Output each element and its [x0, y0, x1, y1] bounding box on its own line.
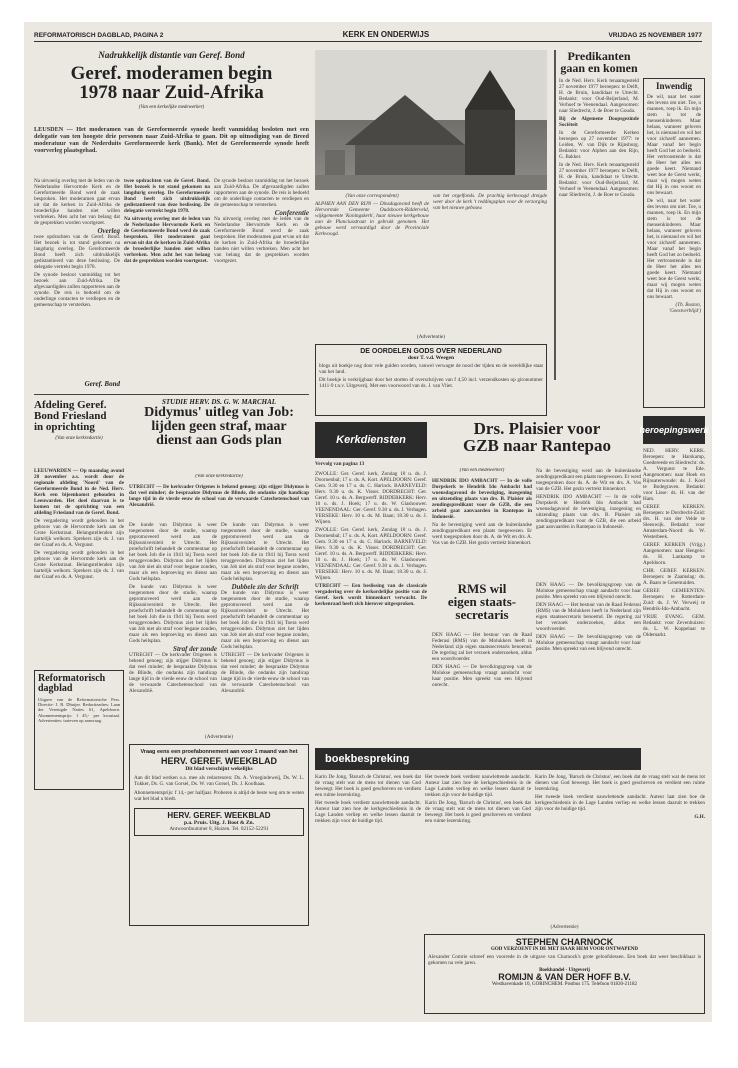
- rms-text-b: DEN HAAG — De bevolkingsgroep van de Molukse gemeenschap vraagt aandacht voor haar positie. Men spreekt van een blijvend onrecht.: [432, 664, 532, 688]
- plaisier-headline-2: GZB naar Rantepao: [463, 436, 611, 455]
- didymus-body-2b: De kunde van Didymus is weer toegenomen door de studie, waarop gepromoveerd werd aan de Rijksuniversiteit te Utrecht. Het proefschrift behandelt de commentaar op het boek Job die in 1941 bij Toera werd teruggevonden. Didymus ziet het lijden van Job niet als straf voor begane zonden, maar als een beproeving en dienst aan Gods heilsplan.: [221, 590, 309, 650]
- kerkdiensten-list: [315, 471, 427, 741]
- ad-weekblad-footer: [134, 808, 304, 836]
- ad-weekblad-tagline: Dit blad verschijnt wekelijks: [185, 766, 253, 772]
- lead-subhead-overleg: Overleg: [97, 227, 120, 235]
- header-date: VRIJDAG 25 NOVEMBER 1977: [608, 32, 702, 39]
- lead-body-2b: Na uitvoerig overleg met de leden van de Nederlandse Hervormde Kerk en de Gereformeerde Bond werd de zaak besproken. Het moderamen gaat ervan uit dat de kerken in Zuid-Afrika de broederlijke banden niet willen verbreken. Men acht het van belang dat de gesprekken worden voortgezet.: [124, 216, 210, 264]
- heroepingswerk-text: NED. HERV. KERK. Beroepen: te Harskamp, Goedereede en Sliedrecht: ds. A. Vergunst te Ede. Aangenomen: naar Hoek en Rijnsaterwoude: ds. J. Kool te Bodegraven. Bedankt: voor Lisse: ds. H. van der Ham.: [643, 448, 705, 502]
- rms-text-2b: DEN HAAG — Het bestuur van de Raad Federasi (RMS) van de Molukkers heeft in Nederland zijn eigen staatssecretaris benoemd. De regering zal het verzoek onderzoeken, aldus een woordvoerder.: [536, 602, 641, 632]
- didymus-body-1: De kunde van Didymus is weer toegenomen door de studie, waarop gepromoveerd werd aan de Rijksuniversiteit te Utrecht. Het proefschrift behandelt de commentaar op het boek Job die in 1941 bij Toera werd teruggevonden. Didymus ziet het lijden van Job niet als straf voor begane zonden, maar als een beproeving en dienst aan Gods heilsplan.: [129, 522, 217, 582]
- rd-text: Uitgave van de Reformatorische Pers. Directie: J. B. Dhuijer. Redactieadres: Laan der Verenigde Naties 61, Apeldoorn. Abonnementsprijs: f 45,- per kwartaal. Advertenties: tarieven op aanvraag.: [38, 697, 120, 723]
- boek-text: Karin De Jong, 'Baruch de Christus', een boek dat de vraag stelt wat de mens tot dienen van God beweegt. Het boek is goed geschreven en verdient een ruime lezerskring.: [315, 774, 421, 798]
- church-photo: [315, 50, 547, 190]
- lead-body-2: twee opdrachten van de Geref. Bond. Het bezoek is tot stand gekomen na langdurig overleg. De Gereformeerde Bond heeft zich uitdrukkelijk gedistantieerd van deze beslissing. De delegatie vertrekt begin 1978.: [124, 178, 210, 214]
- rd-colophon: [34, 670, 124, 790]
- lead-body-1: Na uitvoerig overleg met de leden van de Nederlandse Hervormde Kerk en de Gereformeerde Bond werd de zaak besproken. Het moderamen gaat ervan uit dat de kerken in Zuid-Afrika de broederlijke banden niet willen verbreken. Men acht het van belang dat de gesprekken worden voortgezet.: [34, 178, 120, 226]
- page-header: [34, 26, 702, 42]
- heroepingswerk-text-6: VRIJE EVANG. GEM. Bedankt: voor Zevenhuizen: ds. L. W. Koppelaar te Oldemarkt.: [643, 614, 705, 638]
- rms-headline-2: eigen staats-: [447, 594, 517, 609]
- afdeling-body: [34, 468, 124, 668]
- lead-col-1: [34, 178, 120, 378]
- inwendig-text: De wil, naar het water des levens om niet. Toe, u mannen, roep ik. En mijn stem is tot de mensenkinderen. Maar helaas, wanneer geloven het, is niemand en wil het voor zichzelf aannemen. Maar vanaf het begin heeft God het zo bedoeld. Het vertroostende is dat de Heer het alles ten goede keert. Niemand weet hoe de Geest werkt, maar wij mogen weten dat Hij in ons woont en ons bewaart.: [647, 94, 701, 196]
- lead-col-3: [214, 178, 309, 328]
- didymus-col-2: [221, 522, 309, 732]
- lead-body-1b: twee opdrachten van de Geref. Bond. Het bezoek is tot stand gekomen na langdurig overleg. De Gereformeerde Bond heeft zich uitdrukkelijk gedistantieerd van deze beslissing. De delegatie vertrekt begin 1978.: [34, 234, 120, 270]
- afdeling-headline-1: Afdeling Geref.: [34, 400, 107, 411]
- kerkdiensten-text: ZWOLLE: Ger. Geref. kerk, Zondag 10 u. ds. J. Doornenbal; 17 u. ds. A. Kort. APELDOORN: Geref. Gem. 9.30 en 17 u. ds. C. Harinck. BARNEVELD: Herv. 9.30 u. ds. K. Visser. DORDRECHT: Ger. Geref. 10 u. ds. A. Bergwerff. RIDDERKERK: Herv. 10 u. ds. J. Hoek; 17 u. ds. W. Glashouwer. VEENENDAAL: Ger. Geref. 9.30 u. ds. J. Verhagen. YERSEKE: Herv. 10 u. ds. M. Baan; 18.30 u. ds. J. Wijnen.: [315, 471, 427, 525]
- boek-text-2: Het tweede boek verdient nauwlettende aandacht. Auteur laat zien hoe de kerkgeschiedenis in de Lage Landen verliep en welke lessen daaruit te trekken zijn voor de huidige tijd.: [425, 774, 531, 798]
- didymus-byline: (Van onze kerkredactie): [195, 474, 243, 479]
- plaisier-text-2b: HENDRIK IDO AMBACHT — In de volle Dorpskerk te Hendrik Ido Ambacht had woensdagavond de bevestiging, inzegening en uitzending plaats van drs. B. Plaisier als zendingspredikant voor de GZB, die een arbeid gaat aanvaarden in Rantepao in Indonesië.: [536, 494, 641, 530]
- plaisier-byline: (Van een medewerker): [459, 468, 505, 473]
- preachers-title-1: Predikanten: [567, 50, 631, 63]
- photo-dateline: ALPHEN AAN DEN RIJN — Dinsdagavond heeft de Hervormde Gemeente Oudshoorn-Ridderveld, wijkgemeente 'Koningskerk', haar nieuwe kerkgebouw aan de Planciusstraat in gebruik genomen. Het gebouw werd vervaardigd door de Provinciale Kerkvoogd.: [315, 201, 429, 237]
- church-building-image: [315, 50, 547, 190]
- lead-kicker: Nadrukkelijk distantie van Geref. Bond: [98, 50, 245, 60]
- didymus-body-1b: De kunde van Didymus is weer toegenomen door de studie, waarop gepromoveerd werd aan de Rijksuniversiteit te Utrecht. Het proefschrift behandelt de commentaar op het boek Job die in 1941 bij Toera werd teruggevonden. Didymus ziet het lijden van Job niet als straf voor begane zonden, maar als een beproeving en dienst aan Gods heilsplan.: [129, 584, 217, 644]
- header-left: REFORMATORISCH DAGBLAD, PAGINA 2: [34, 32, 164, 39]
- ad-oordelen-subtitle: door T. v.d. Weegen: [407, 355, 455, 361]
- rms-head: [432, 582, 532, 630]
- plaisier-text: HENDRIK IDO AMBACHT — In de volle Dorpskerk te Hendrik Ido Ambacht had woensdagavond de bevestiging, inzegening en uitzending plaats van drs. B. Plaisier als zendingspredikant voor de GZB, die een arbeid gaat aanvaarden in Rantepao in Indonesië.: [432, 478, 532, 520]
- ad-weekblad: [129, 744, 309, 926]
- afdeling-text: LEEUWARDEN — Op maandag avond 28 november a.s. wordt door de regionale afdeling 'Noord' van de Gereformeerde Bond in de Ned. Herv. Kerk een bijeenkomst gehouden in Leeuwarden. Het doel daarvan is te komen tot de oprichting van een afdeling Friesland van de Geref. Bond.: [34, 468, 124, 516]
- ad-oordelen-text: blogs uit boekje nog door vele gulden worden, vanwel verwagte de nood der tijden en de wereldlijke staat van het land.: [319, 363, 543, 375]
- lead-headline-2: 1978 naar Zuid-Afrika: [79, 82, 264, 103]
- photo-credit: (Van onze correspondent): [345, 193, 399, 199]
- lead-byline: (Van een kerkelijke medewerker): [138, 105, 205, 110]
- lead-body-3: De synode besloot vanmiddag tot het bezoek aan Zuid-Afrika. De afgevaardigden zullen rapporteren aan de synode. De reis is bedoeld om de onderlinge contacten te verdiepen en de gemeenschap te versterken.: [214, 178, 309, 208]
- rms-body: [432, 632, 532, 742]
- kerkdiensten-text-2: UTRECHT — Een beslissing van de classicale vergadering over de kerkordelijke positie van de Geref. kerk wordt binnenkort verwacht. De kerkenraad heeft zich hierover uitgesproken.: [315, 583, 427, 607]
- lead-subhead-conferentie: Conferentie: [274, 209, 309, 217]
- ad-weekblad-text-2: Abonnementsprijs: f 14,- per halfjaar. Proberen is altijd de beste weg om te weten wat het blad u biedt.: [134, 790, 304, 802]
- photo-caption-right: van het orgelfonds. De prachtig kerkvoogd dreigde weer door de kerk 't reddingsplan voor de verzorging van het nieuwe gebouw.: [433, 193, 547, 211]
- lead-signoff: Geref. Bond: [84, 380, 120, 388]
- boek-text-3b: Het tweede boek verdient nauwlettende aandacht. Auteur laat zien hoe de kerkgeschiedenis in de Lage Landen verliep en welke lessen daaruit te trekken zijn voor de huidige tijd.: [535, 794, 705, 812]
- kerkdiensten-subtitle: Vervolg van pagina 13: [315, 461, 365, 467]
- ad-charnock-label: (Advertentie): [550, 924, 579, 930]
- didymus-body-1c: UTRECHT — De kerkvader Origenes is bekend genoeg; zijn stijger Didymus is dat veel minder; de bespraakte Didymus de Blinde, die ondanks zijn handicap lange tijd in de vierde eeuw de school van de verwaarde Catechetenschool van Alexandrië.: [129, 652, 217, 694]
- ad-weekblad-footer-title: HERV. GEREF. WEEKBLAD: [167, 811, 271, 820]
- boek-text-b: Het tweede boek verdient nauwlettende aandacht. Auteur laat zien hoe de kerkgeschiedenis in de Lage Landen verliep en welke lessen daaruit te trekken zijn voor de huidige tijd.: [315, 800, 421, 824]
- heroepingswerk-text-5: GEREF. GEMEENTEN. Beroepen: te Rotterdam-Zuid: ds. J. W. Verweij te Hendrik-Ido-Ambacht.: [643, 588, 705, 612]
- ad-charnock-address: Westhavenkade 10, GORINCHEM. Postbus 175. Telefoon 01830-21182: [492, 982, 637, 987]
- lead-headline-1: Geref. moderamen begin: [70, 63, 273, 84]
- didymus-body-2: De kunde van Didymus is weer toegenomen door de studie, waarop gepromoveerd werd aan de Rijksuniversiteit te Utrecht. Het proefschrift behandelt de commentaar op het boek Job die in 1941 bij Toera werd teruggevonden. Didymus ziet het lijden van Job niet als straf voor begane zonden, maar als een beproeving en dienst aan Gods heilsplan.: [221, 522, 309, 582]
- heroepingswerk-text-4: CHR. GEREF. KERKEN. Beroepen: te Zaamslag: ds. A. Baars te Genemuiden.: [643, 568, 705, 586]
- heroepingswerk-text-2: GEREF. KERKEN. Beroepen: te Dordrecht-Zuid: drs. H. van der Velde te Sleeuwijk. Bedankt: voor Amsterdam-Noord: ds. W. Westerbeek.: [643, 504, 705, 540]
- afdeling-headline-2: Bond Friesland: [34, 410, 107, 422]
- ad-charnock-title: STEPHEN CHARNOCK: [515, 937, 614, 947]
- ad-weekblad-label: (Advertentie): [205, 734, 233, 740]
- rms-text-2c: DEN HAAG — De bevolkingsgroep van de Molukse gemeenschap vraagt aandacht voor haar positie. Men spreekt van een blijvend onrecht.: [536, 634, 641, 652]
- rms-headline-3: secretaris: [455, 607, 509, 622]
- ad-oordelen: [315, 344, 547, 416]
- ad-oordelen-label: (Advertentie): [417, 334, 445, 340]
- plaisier-text-b: Na de bevestiging werd aan de buitenlandse zendingspredikant een plaats toegewezen. Er werd toegesproken door ds. A. de Wit en drs. A. Vos van de GZB. Het gezin vertrekt binnenkort.: [432, 522, 532, 546]
- ad-weekblad-footer-text: Antwoordnummer 8, Huizen. Tel. 02152-52291: [169, 826, 269, 832]
- lead-body-3b: Na uitvoerig overleg met de leden van de Nederlandse Hervormde Kerk en de Gereformeerde Bond werd de zaak besproken. Het moderamen gaat ervan uit dat de kerken in Zuid-Afrika de broederlijke banden niet willen verbreken. Men acht het van belang dat de gesprekken worden voortgezet.: [214, 216, 309, 264]
- preachers-text: [559, 78, 639, 198]
- didymus-intro: UTRECHT — De kerkvader Origenes is bekend genoeg; zijn stijger Didymus is dat veel minder; de bespraakte Didymus de Blinde, die ondanks zijn handicap lange tijd in de vierde eeuw de school van de verwaarde Catechetenschool van Alexandrië.: [129, 484, 309, 508]
- inwendig-sign: (Th. Boston, 'Geestverblijd'): [669, 302, 701, 314]
- didymus-sub-straf: Straf der zonde: [173, 645, 217, 653]
- afdeling-text-3: De vergadering wordt gehouden in het gebouw van de Hervormde kerk aan de Grote Kerkstraat. Belangstellenden zijn hartelijk welkom. Sprekers zijn ds. J. van der Graaf en ds. A. Vergunst.: [34, 550, 124, 580]
- didymus-kicker: STUDIE HERV. DS. G. W. MARCHAL: [161, 398, 277, 406]
- boek-col-1: [315, 774, 421, 924]
- photo-caption-left: [315, 193, 429, 275]
- lead-story-head: [34, 50, 309, 122]
- newspaper-page: [24, 22, 712, 1022]
- inwendig-box: [643, 78, 705, 408]
- didymus-sub-dubbele: Dubbele zin der Schrift: [231, 583, 299, 591]
- preachers-text-3: In de Ned. Herv. Kerk tenaamgesteld 27 november 1977 beroepen: te Delft, H. de Bruin, kandidaat te Utrecht. Bedankt: voor Oud-Beijerland, M. Verhoef te Veenendaal. Aangenomen: naar Sliedrecht, J. de Boer te Gouda.: [559, 162, 639, 198]
- didymus-headline-1: Didymus' uitleg van Job:: [144, 405, 294, 420]
- boek-col-3: [535, 774, 705, 914]
- ad-charnock-subtitle: GOD VERZOENT IN DE MET HAAR HEM VOOR ONTWAPEND: [490, 947, 639, 952]
- ad-charnock-text-2: Boekhandel - Uitgeverij: [539, 968, 590, 973]
- rms-text: DEN HAAG — Het bestuur van de Raad Federasi (RMS) van de Molukkers heeft in Nederland zijn eigen staatssecretaris benoemd. De regering zal het verzoek onderzoeken, aldus een woordvoerder.: [432, 632, 532, 662]
- ad-charnock-text: Alexander Comrie schreef een voorrede in de uitgave van Charnock's grote geloofslessen. Een boek dat weer beschikbaar is gekomen na vele jaren.: [428, 954, 701, 966]
- plaisier-col-1: [432, 478, 532, 576]
- heroepingswerk-banner: heroepingswerk: [643, 416, 705, 444]
- ad-weekblad-footer-sub: p.a. Pruis. Uitg. J. Boot & Zn.: [184, 820, 254, 826]
- lead-intro: LEUSDEN — Het moderamen van de Gereformeerde synode heeft vanmiddag besloten met een delegatie van ten hoogste drie personen naar Zuid-Afrika te gaan. Dit op uitnodiging van de Breed moderatuur van de Nederduits Gereformeerde kerk (Bank). Met de Gereformeerde synode heeft voorverleg plaatsgehad.: [34, 126, 309, 154]
- lead-body-1c: De synode besloot vanmiddag tot het bezoek aan Zuid-Afrika. De afgevaardigden zullen rapporteren aan de synode. De reis is bedoeld om de onderlinge contacten te verdiepen en de gemeenschap te versterken.: [34, 272, 120, 308]
- kerkdiensten-banner: Kerkdiensten: [315, 422, 427, 458]
- lead-col-2: [124, 178, 210, 328]
- boek-col-2: [425, 774, 531, 924]
- didymus-col-1: [129, 522, 217, 732]
- ad-weekblad-intro: Vraag eens een proefabonnement aan voor 1 maand van het: [140, 749, 298, 755]
- preachers-subhead: Bij de Algemene Doopsgezinde Sociëteit: [559, 116, 639, 128]
- ad-oordelen-text-2: Dit boekje is verkrijgbaar door het storten of overschrijven van f 4,50 incl. verzendkosten op gironummer 1411-9 t.n.v. Uitgeverij. Met een voorwoord van ds. J. van Vliet.: [319, 377, 543, 389]
- preachers-text-1: In de Ned. Herv. Kerk tenaamgesteld 27 november 1977 beroepen: te Delft, H. de Bruin, kandidaat te Utrecht. Bedankt: voor Oud-Beijerland, M. Verhoef te Veenendaal. Aangenomen: naar Sliedrecht, J. de Boer te Gouda.: [559, 78, 639, 114]
- plaisier-text-2: Na de bevestiging werd aan de buitenlandse zendingspredikant een plaats toegewezen. Er werd toegesproken door ds. A. de Wit en drs. A. Vos van de GZB. Het gezin vertrekt binnenkort.: [536, 468, 641, 492]
- plaisier-head: [432, 420, 642, 466]
- didymus-body-2c: UTRECHT — De kerkvader Origenes is bekend genoeg; zijn stijger Didymus is dat veel minder; de bespraakte Didymus de Blinde, die ondanks zijn handicap lange tijd in de vierde eeuw de school van de verwaarde Catechetenschool van Alexandrië.: [221, 652, 309, 694]
- plaisier-headline-1: Drs. Plaisier voor: [473, 420, 601, 438]
- afdeling-byline: (Van onze kerkredactie): [55, 436, 103, 441]
- rms-headline-1: RMS wil: [457, 582, 507, 596]
- ad-charnock: [424, 934, 705, 1014]
- ad-oordelen-title: DE OORDELEN GODS OVER NEDERLAND: [360, 348, 502, 355]
- rms-body-2: [536, 582, 641, 742]
- afdeling-headline-3: in oprichting: [34, 421, 95, 433]
- inwendig-text-2: De wil, naar het water des levens om niet. Toe, u mannen, roep ik. En mijn stem is tot de mensenkinderen. Maar helaas, wanneer geloven het, is niemand en wil het voor zichzelf aannemen. Maar vanaf het begin heeft God het zo bedoeld. Het vertroostende is dat de Heer het alles ten goede keert. Niemand weet hoe de Geest werkt, maar wij mogen weten dat Hij in ons woont en ons bewaart.: [647, 198, 701, 300]
- inwendig-title: Inwendig: [655, 81, 692, 91]
- heroepingswerk-text-3: GEREF. KERKEN (Vrijg.) Aangenomen: naar Hengelo: ds. H. Lankamp te Apeldoorn.: [643, 542, 705, 566]
- didymus-head: [129, 398, 309, 470]
- preachers-title-2: gaan en komen: [560, 61, 638, 75]
- header-section: KERK EN ONDERWIJS: [342, 30, 430, 39]
- boekbespreking-banner: boekbespreking: [315, 748, 641, 770]
- inwendig-text-wrap: [644, 94, 704, 314]
- rms-text-2: DEN HAAG — De bevolkingsgroep van de Molukse gemeenschap vraagt aandacht voor haar positie. Men spreekt van een blijvend onrecht.: [536, 582, 641, 600]
- didymus-headline-2: lijden geen straf, maar: [151, 419, 287, 434]
- rd-title-2: dagblad: [38, 683, 73, 694]
- preachers-text-2: In de Gereformeerde Kerken beroepen op 27 november 1977: te Leiden, W. van Dijk te Rijnsburg. Bedankt: voor Alphen aan den Rijn, G. Bakker.: [559, 130, 639, 160]
- plaisier-col-2: [536, 468, 641, 576]
- ad-charnock-publisher: ROMIJN & VAN DER HOFF B.V.: [498, 972, 631, 982]
- afdeling-text-2: De vergadering wordt gehouden in het gebouw van de Hervormde kerk aan de Grote Kerkstraat. Belangstellenden zijn hartelijk welkom. Sprekers zijn ds. J. van der Graaf en ds. A. Vergunst.: [34, 518, 124, 548]
- rd-title-1: Reformatorisch: [38, 673, 106, 684]
- preachers-block: [559, 50, 639, 380]
- kerkdiensten-text-b: ZWOLLE: Ger. Geref. kerk, Zondag 10 u. ds. J. Doornenbal; 17 u. ds. A. Kort. APELDOORN: Geref. Gem. 9.30 en 17 u. ds. C. Harinck. BARNEVELD: Herv. 9.30 u. ds. K. Visser. DORDRECHT: Ger. Geref. 10 u. ds. A. Bergwerff. RIDDERKERK: Herv. 10 u. ds. J. Hoek; 17 u. ds. W. Glashouwer. VEENENDAAL: Ger. Geref. 9.30 u. ds. J. Verhagen. YERSEKE: Herv. 10 u. ds. M. Baan; 18.30 u. ds. J. Wijnen.: [315, 527, 427, 581]
- boek-sign: G.H.: [694, 814, 705, 820]
- column-rule: [554, 50, 556, 380]
- boek-text-3: Karin De Jong, 'Baruch de Christus', een boek dat de vraag stelt wat de mens tot dienen van God beweegt. Het boek is goed geschreven en verdient een ruime lezerskring.: [535, 774, 705, 792]
- boek-text-2b: Karin De Jong, 'Baruch de Christus', een boek dat de vraag stelt wat de mens tot dienen van God beweegt. Het boek is goed geschreven en verdient een ruime lezerskring.: [425, 800, 531, 824]
- ad-weekblad-text: Aan dit blad werken o.a. mee als redacteuren: Ds. A. Vroegindeweij, Ds. W. L. Tukker, Ds. G. van Gorsel, Ds. W. van Gorsel, Ds. J. Koolhaas.: [134, 775, 304, 787]
- heroepingswerk-list: [643, 448, 705, 778]
- ad-weekblad-title: HERV. GEREF. WEEKBLAD: [160, 756, 278, 766]
- divider-line: [34, 394, 309, 395]
- didymus-headline-3: dienst aan Gods plan: [156, 433, 282, 448]
